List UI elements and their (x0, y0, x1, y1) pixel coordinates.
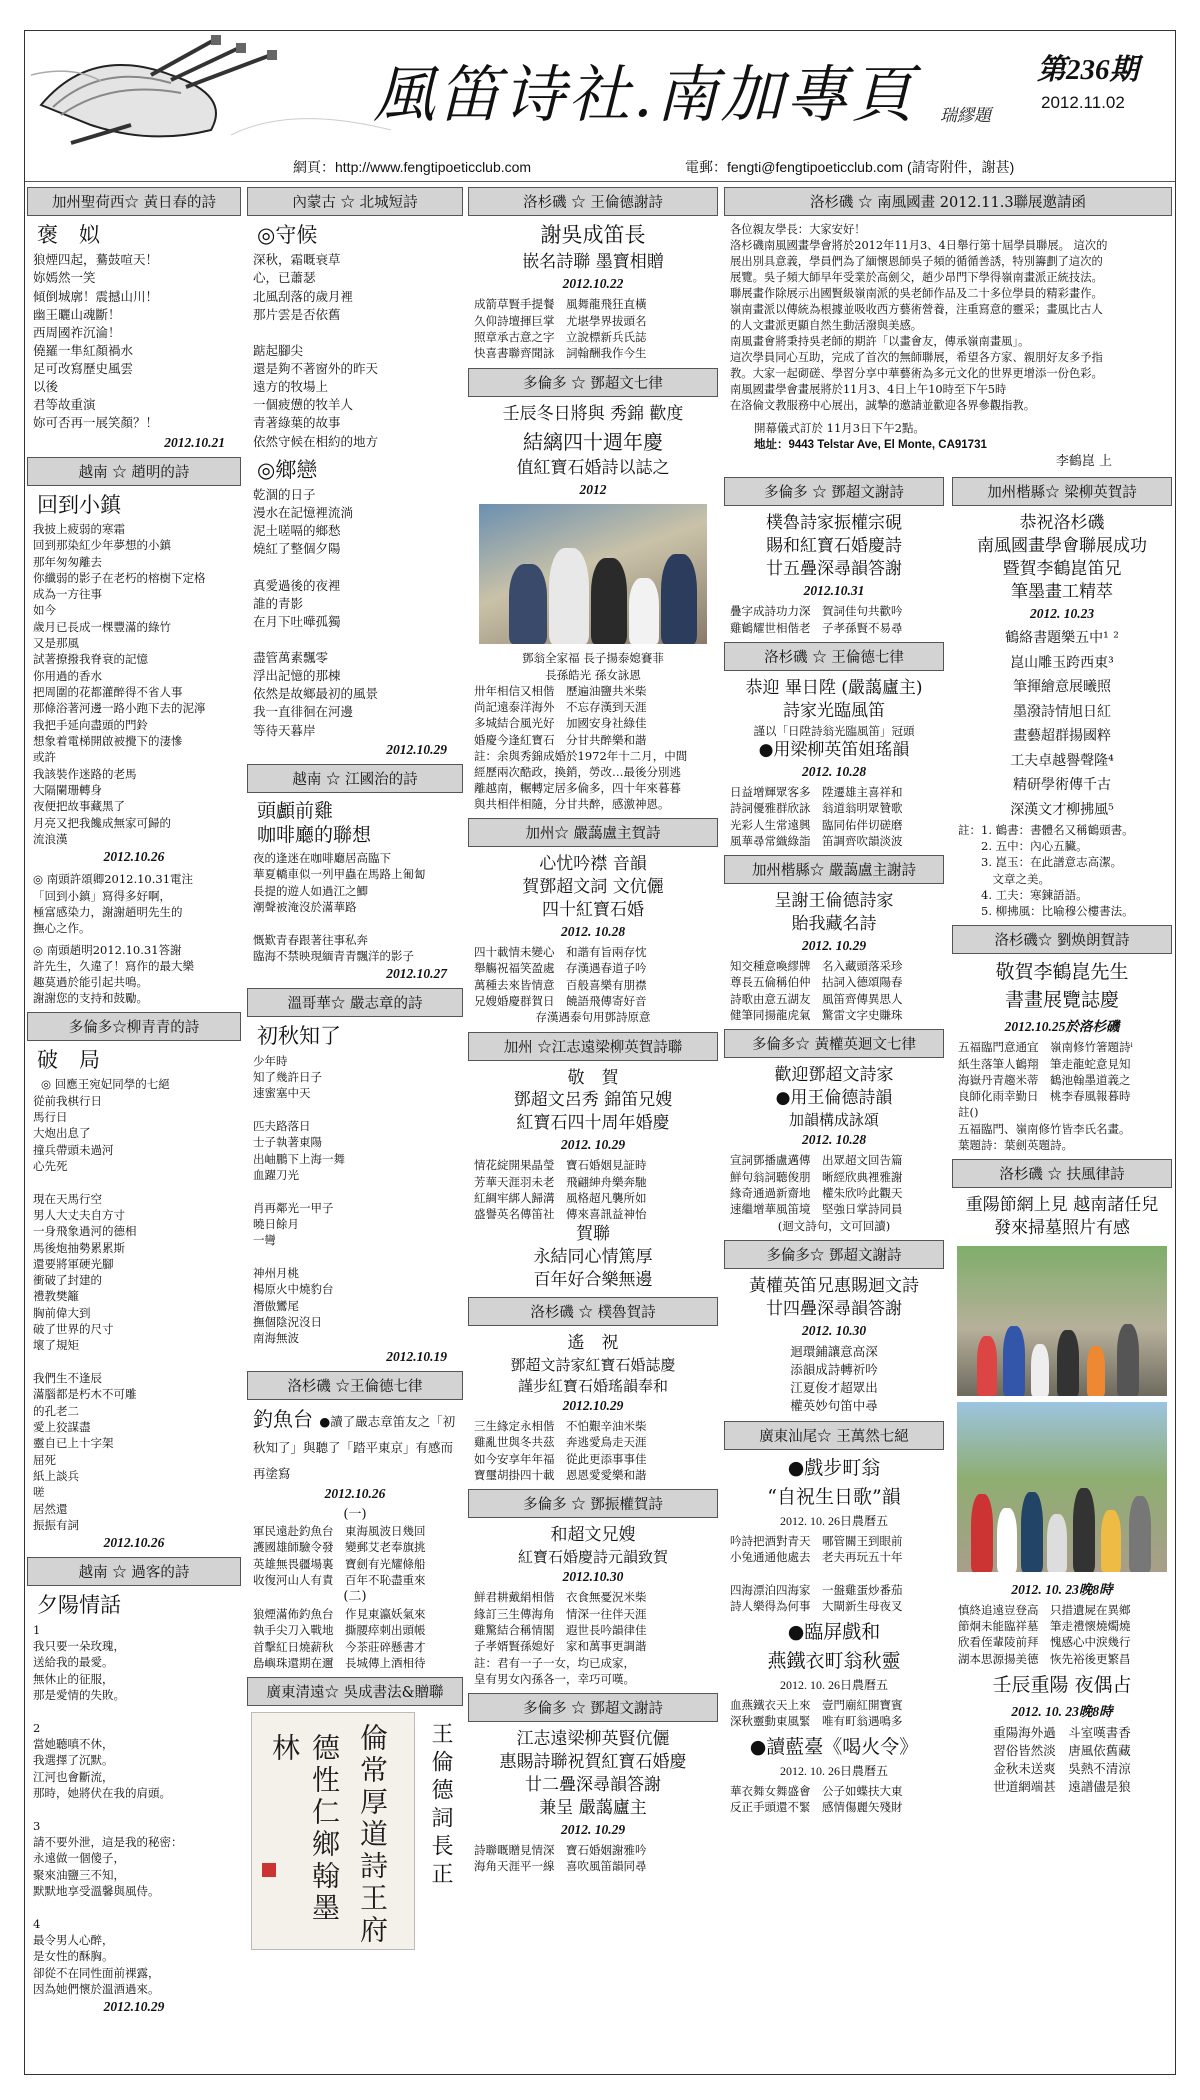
congrats-pulu (468, 1297, 718, 1483)
poem-title-2: 書畫展覽誌慶 (1004, 989, 1119, 1012)
poem-title: 敬賀李鶴崑先生 (995, 960, 1129, 983)
poem-body: 五福臨門意通宜 嶺南修竹箸題詩ⁱ 紙生落筆人鶴翔 筆走龍蛇意見知 海嶽丹青趨米蒂 鶴池翰墨道義之 良師化雨幸勤日 桃李春風報暮時 (958, 1040, 1133, 1104)
poem-title-3: 四十紅寶石婚 (542, 900, 644, 921)
poem-body: 三生緣定永相偕 不怕艱辛油米柴 雞亂世與冬共茲 奔逃愛鳥走天涯 如今安享年年福 從此更添事事佳 寶璽胡掛四十載 恩恩愛愛樂和諧 (474, 1418, 647, 1482)
poem-body: 慎終追遠豈登高 只措遺屍在異鄉 節炯未能臨祥墓 筆走禮懷燒燭燒 欣看侄輩陵前拜 愧感心中淚幾行 湖本思源揚美德 恢先裕後更繁昌 (958, 1602, 1131, 1666)
poem-title: 褒 姒 (37, 223, 100, 247)
comment-body: ◎ 南頭趙明2012.10.31答謝 許先生，久違了！寫作的最大樂 趣莫過於能引起共鳴。 謝謝您的支持和鼓勵。 (33, 942, 194, 1006)
double-ninth-night (952, 1673, 1172, 1796)
poem-date: 2012. 10.29 (560, 1137, 626, 1153)
poem-title-2: 鄧超文詩家紅寶石婚誌慶 (510, 1356, 676, 1375)
section-header: 加州☆ 嚴藹盧主賀詩 (468, 818, 718, 847)
poem-date: 2012.10.30 (562, 1569, 624, 1585)
poem-sunset-talk (27, 1557, 241, 2015)
thanks-huang-quanying (724, 1240, 944, 1415)
poem-date: 2012.10.29 (562, 1397, 624, 1413)
poem-date: 2012. 10. 26日農曆五 (779, 1764, 888, 1778)
poem-note: 註：余與秀錦成婚於1972年十二月，中間 經歷兩次酷政，換銷，勞改…最後分別逃 離越南，輾轉定居多倫多，四十年來暮暮 與共相伴相隨，分甘共醉，感激神恩。 (474, 748, 688, 812)
column-3 (468, 187, 718, 2067)
poem-body: 狼煙滿佈釣魚台 作見東瀛妖氣來 執手尖刀入戰地 撕腰瘁刺出頭帳 首擊紅日燒薪秋 今茶莊碎懸書才 島嶼珠還期在邇 長城傳上酒相待 (253, 1607, 426, 1670)
section-header: 加州楷縣☆ 梁柳英賀詩 (952, 477, 1172, 506)
poem-date: 2012. 10.28 (801, 1132, 867, 1148)
poem-title-3: 謹步紅寶石婚瑤韻奉和 (517, 1376, 668, 1395)
column-4-right (952, 477, 1172, 1802)
poem-title: 重陽節網上見 越南諸任兒 (965, 1194, 1159, 1215)
poem-body: 1 我只要一朵玫瑰， 送給我的最愛。 無休止的征服， 那是愛情的失敗。 2 當她聽嗔不休， 我選擇了沉默。 江河也會斷流， 那時，她將伏在我的肩頭。 3 請不要外泄，這是我的秘密： 永遠做一個傻子， 聚來油鹽三不知， 默默地享受溫馨與風侍。 4 最令男人心醉， 是女性的酥胸。 卻從不在同性面前裸露， 因為她們懷於溫酒過來。 (33, 1622, 183, 1996)
poem-body: 血燕鐵衣天上來 壹門廟紅開寶賓 深秋靈動東風緊 唯有町翁遇鳴多 (730, 1697, 903, 1728)
part-label: (一) (343, 1506, 367, 1522)
section-header: 加州楷縣☆ 嚴藹盧主謝詩 (724, 855, 944, 884)
poem-body: 宣詞鄧播盧邁傳 出眾超文回告篇 鮮句翁詞聽俊朋 晰經欣典裡雅謝 緣奇通過新齋地 權朱欣吟此觀天 速繼增華風笛境 堅強日掌詩同員 (730, 1153, 903, 1217)
fufeng-poem (952, 1159, 1172, 1667)
seal-stamp-icon (262, 1863, 276, 1877)
poem-title: 壬辰冬日將與 秀錦 歡度 (502, 403, 684, 424)
column-4 (724, 187, 1172, 2067)
poem-date: 2012.10.29 (386, 741, 447, 757)
invitation-signature: 李鶴崑 上 (1055, 454, 1112, 470)
poem-title-2: 燕鐵衣町翁秋靈 (767, 1649, 901, 1672)
poem-date: 2012. 10. 23晚8時 (1011, 1703, 1113, 1719)
poem-title-2: “自祝生日歌”韻 (767, 1485, 901, 1508)
poem-date: 2012.10.31 (803, 583, 865, 599)
section-header: 多倫多 ☆ 鄧超文謝詩 (468, 1693, 718, 1722)
bagpipe-illustration (31, 35, 391, 145)
website-link[interactable]: 網頁：http://www.fengtipoeticclub.com (293, 159, 532, 175)
section-header: 洛杉磯 ☆ 樸魯賀詩 (468, 1297, 718, 1326)
poem-body: 深秋，霜嘅衰草 心，已蕭瑟 北風刮落的歲月裡 那片雲是否依舊 踮起腳尖 還是夠不著窗外的昨天 遠方的牧場上 一個疲憊的牧羊人 青著綠葉的故事 依然守候在相約的地方 (253, 252, 379, 449)
poem-title: 壬辰重陽 夜偶占 (992, 1673, 1132, 1696)
poem-title: 和超文兄嫂 (550, 1525, 636, 1546)
section-header: 洛杉磯 ☆王倫德七律 (247, 1371, 463, 1400)
poem-body: 華衣舞女舞盛會 公子如蝶扶大東 反正手頭還不緊 感情傷麗矢殘財 (730, 1784, 903, 1815)
section-header: 多倫多 ☆ 鄧超文七律 (468, 368, 718, 397)
section-header: 加州 ☆江志遠梁柳英賀詩聯 (468, 1032, 718, 1061)
welcome-deng-palindrome (724, 1029, 944, 1234)
poem-body: 迴環鋪讓意高深 添韻成詩轉祈吟 江夏俊才超眾出 權英妙句笛中尋 (790, 1343, 878, 1414)
photo-caption: 鄧翁全家福 長子揚泰媳賽菲 長孫皓光 孫女詠恩 (522, 651, 664, 682)
poem-body: 卅年相信又相偕 歷遍油鹽共米柴 尚記遠泰洋海外 不忘存漢到天涯 多城結合風光好 加國安身社綠佳 婚慶今逢紅寶石 分甘共醉樂和諧 (474, 683, 647, 747)
poem-date: 2012.10.26 (103, 849, 165, 865)
poem-title: 釣魚台 (253, 1406, 313, 1431)
thanks-pulu-zhenquan (724, 477, 944, 635)
poem-homesick (247, 457, 463, 758)
poem-body: 四十載情未變心 和諧有旨兩存忱 舉觴祝福笑盈處 存漢遇春道子吟 萬種去來皆情意 百般喜樂有朋襟 兄嫂婚慶群賀日 饒語飛傳寄好音 (474, 945, 647, 1009)
poem-date: 2012.10.27 (386, 966, 447, 982)
poem-title: 江志遠梁柳英賢伉儷 (516, 1728, 670, 1749)
masthead (25, 31, 1175, 153)
poem-date: 2012. 10.29 (560, 1821, 626, 1837)
poem-footer: 存漢遇泰句用鄧詩原意 (535, 1010, 651, 1025)
poem-title-2: 南風國畫學會聯展成功 (977, 536, 1147, 557)
section-header: 越南 ☆ 江國治的詩 (247, 764, 463, 793)
invitation-opening: 開幕儀式訂於 11月3日下午2點。 (754, 421, 925, 436)
congrats-yan (468, 818, 718, 1025)
poem-body: 知交種意喚繆牌 名入藏頭落采珍 尊長五倫稱伯仲 拈詞入德頌陽春 詩歌由意五湖友 風笛齊傳異思人 健筆同揚龍虎氣 驚雷文字史賺珠 (730, 959, 903, 1023)
poem-title-3: 廿二疊深尋韻答謝 (525, 1774, 661, 1795)
poem-title-2: 紅寶石婚慶詩元韻致賀 (517, 1548, 668, 1567)
section-header: 越南 ☆ 趙明的詩 (27, 457, 241, 486)
poem-title-2: 發來掃墓照片有感 (994, 1217, 1130, 1238)
poem-body: 詩聯嘅贈見情深 寶石婚姻謝雅吟 海角天涯平一線 喜吹風笛韻同尋 (474, 1842, 647, 1873)
section-header: 洛杉磯☆ 劉焕朗賀詩 (952, 925, 1172, 954)
poem-body: 成箭草賢手提餐 風舞龍飛狂直橫 久仰詩壇揮巨掌 尤堪學界拔頭名 照章承古意之字 立說標新兵氏誌 快喜書聯齊聞詠 詞翰酬我作今生 (474, 297, 647, 361)
ruby-anniversary (468, 368, 718, 813)
poem-diaoyutai (247, 1371, 463, 1672)
calligraphy-panel (247, 1712, 463, 1952)
poem-title: 呈謝王倫德詩家 (774, 891, 894, 912)
poem-date: 2012. 10.30 (801, 1322, 867, 1338)
invitation-address: 地址：9443 Telstar Ave, El Monte, CA91731 (754, 438, 987, 451)
section-header: 多倫多☆ 鄧超文謝詩 (724, 1240, 944, 1269)
section-header: 洛杉磯 ☆ 扶風律詩 (952, 1159, 1172, 1188)
poem-title: 歡迎鄧超文詩家 (774, 1065, 894, 1086)
poem-date: 2012.10.26 (324, 1485, 386, 1501)
poem-broken-game (27, 1012, 241, 1551)
poem-date: 2012. 10. 26日農曆五 (779, 1677, 888, 1692)
email-link[interactable]: 電郵：fengti@fengtipoeticclub.com (請寄附件，謝甚) (685, 159, 1015, 175)
poem-title-2: ●用王倫德詩韻 (775, 1088, 893, 1109)
welcome-bi-rishen (724, 642, 944, 849)
thanks-deng-chaowen (468, 1693, 718, 1874)
poem-return-town (27, 457, 241, 866)
poem-title: ◎守候 (257, 223, 318, 247)
poem-body: 吟詩把酒對青天 哪管關王到眼前 小兔通通他處去 老夫再玩五十年 四海漂泊四海家 一盤雞蛋炒番茄 詩人樂得為何事 大閘新生母夜叉 (730, 1533, 903, 1613)
section-header: 多倫多 ☆ 鄧超文謝詩 (724, 477, 944, 506)
congrats-li-hekun (952, 477, 1172, 918)
poem-body: 情花綻開果晶瑩 寶石婚姻見証時 芳華天涯羽未老 飛翩紳舟樂奔馳 紅綢牢綁人歸溝 風格超凡襲所如 盛譽英名傳笛社 傳來喜訊益神怡 (474, 1158, 647, 1222)
poem-body: 我披上疲弱的寒霜 回到那染紅少年夢想的小鎮 那年匆匆離去 你纖弱的影子在老朽的榕樹下定格 成為一方往事 如今 歲月已長成一棵豐滿的綠竹 又是那風 試著撩撥我脊衰的記憶 你用過的香水 把周圍的花都灌醉得不省人事 那條浴著河邊一路小跑下去的泥濘 我把手延向盡頭的門鈴 想象着電梯開啟被攪下的淒慘 或許 我該裝作迷路的老馬 大隔闌珊轉身 夜便把故事藏黑了 月亮又把我饞成無家可歸的 流浪漢 (33, 521, 206, 847)
couplet-title: 賀聯 (576, 1223, 610, 1244)
poem-date: 2012.10.22 (562, 276, 624, 292)
poem-date: 2012.10.19 (386, 1348, 447, 1364)
wang-wanran-poems (724, 1421, 944, 1614)
section-header: 廣東汕尾☆ 王萬然七絕 (724, 1421, 944, 1450)
section-header: 洛杉磯 ☆ 王倫德七律 (724, 642, 944, 671)
poem-title: 遙 祝 (567, 1333, 619, 1354)
poem-title-3: 暨賀李鶴崑笛兄 (1002, 559, 1122, 580)
calligraphy-scroll (251, 1712, 415, 1950)
poem-body: 乾涸的日子 漫水在記憶裡流淌 泥土嗟嗝的鄉愁 燒紅了整個夕陽 真愛過後的夜裡 誰的青影 在月下吐嘩孤獨 盡管萬素飄零 浮出記憶的那棟 依然是故鄉最初的風景 我一直徘徊在河邊 等待天暮岸 (253, 486, 379, 738)
poem-title-2: 貽我藏名詩 (791, 914, 877, 935)
poem-cafe (247, 764, 463, 983)
masthead-signature: 瑞繆題 (940, 106, 991, 126)
poem-title: 心忧吟襟 音韻 (539, 854, 647, 875)
calligraphy-dedication: 王倫德詞長正 (428, 1722, 453, 1891)
calligraphy-line-1: 倫常厚道詩王府 (356, 1723, 389, 1948)
section-header: 溫哥華☆ 嚴志章的詩 (247, 988, 463, 1017)
poem-waiting (247, 187, 463, 451)
tomb-sweeping-photo-1 (957, 1246, 1167, 1396)
poem-early-autumn (247, 988, 463, 1364)
family-photo (479, 504, 707, 644)
poem-date: 2012. 10.29 (801, 938, 867, 954)
poem-note: 註：1. 鶴書：書體名又稱鶴頭書。 2. 五中：內心五臟。 3. 崑玉：在此譜意志高潔。 文章之美。 4. 工夫：寒鍊語語。 5. 柳拂風：比喻穆公樓書法。 (958, 823, 1134, 918)
section-header: 多倫多☆柳青青的詩 (27, 1012, 241, 1041)
section-header: 越南 ☆ 過客的詩 (27, 1557, 241, 1586)
poem-body: 疊字成詩功力深 賀詞佳句共歡吟 雞鶴耀世相偕老 子孝孫賢不易尋 (730, 604, 903, 635)
thanks-wang-lunde (724, 855, 944, 1023)
invitation-body: 各位親友學長：大家安好！ 洛杉磯南風國畫學會將於2012年11月3、4日舉行第十屆學員聯展。 這次的 展出別具意義，學員們為了緬懷恩師吳子頻的循循善誘，特別籌劃了這次的 展覽。吳子頻大師早年受業於高劍父，趙少昂門下學得嶺南畫派正統技法。 聯展畫作除展示出國賢級嶺南派的吳老師作品及二十多位學員的精彩畫作。 嶺南畫派以傳統為根據並吸收西方藝術營養，注重寫意的靈采；畫風比古人 的人文畫派更顯自然生動活潑與美感。 南風畫會將秉持吳老師的期許「以畫會友，傳承嶺南畫風」。 這次學員同心互助，完成了首次的無師聯展，希望各方家、親朋好友多予指 教。大家一起砌磋、學習分享中華藝術為多元文化的世界更增添一份色彩。 南風國畫學會畫展將於11月3、4日上午10時至下午5時 在洛倫文教服務中心展出，誠摯的邀請並歡迎各界參觀指教。 (730, 223, 1108, 413)
poem-body: 夜的逢迷在咖啡廳居高臨下 華夏轎車似一列甲蟲在馬路上匍匐 長提的遊人如過江之鯽 潮聲被淹沒於滿華路 慨歎青春跟著往事私奔 臨海不禁映現緬青青飄洋的影子 (253, 851, 426, 964)
section-header: 內蒙古 ☆ 北城短詩 (247, 187, 463, 216)
wang-wanran-poem-3 (724, 1735, 944, 1815)
poem-date: 2012.10.26 (103, 1535, 165, 1551)
poem-body: 日益增輝眾客多 陞遷雄主喜祥和 詩詞優雅群欣詠 翁道翁明眾贊歌 光彩人生常遠興 臨同佑伴切磋磨 風華尋常織綠詣 笛調齊吹韻淡波 (730, 784, 903, 848)
poem-body: 鮮君耕戴絹相偕 衣食無憂況米柴 緣訂三生傳海角 情深一往伴天涯 雞驚結合稱情閣 遐世長吟韻律佳 子孝婿賢孫媳好 家和萬事更調諧 (474, 1590, 647, 1654)
poem-title-2: 惠賜詩聯祝賀紅寶石婚慶 (499, 1751, 687, 1772)
column-2 (247, 187, 463, 2067)
exhibition-invitation (724, 187, 1172, 471)
poem-title: 黃權英笛兄惠賜迴文詩 (749, 1275, 919, 1296)
poem-footer: (迴文詩句，文可回讀) (777, 1218, 891, 1233)
masthead-divider (25, 181, 1175, 182)
poem-title: 敬 賀 (567, 1067, 619, 1088)
poem-title: ●臨屏戲和 (787, 1621, 881, 1644)
poem-title-3: 值紅寶石婚詩以誌之 (516, 458, 670, 479)
poem-title: 破 局 (37, 1048, 100, 1073)
poem-title: 頭顱前雞 咖啡廳的聯想 (257, 799, 372, 847)
poem-body: 少年時 知了幾許日子 速蜜塞中天 匹夫路落日 士子執著東陽 出岫鵬下上海一舞 血躍刀光 肖再鄰光一甲子 曉日餘月 一彎 神州月桃 楊原火中燒豹台 潛傲鸞尾 撫個陰況沒日 南海無波 (253, 1053, 345, 1346)
poem-title-3: 加韻構成詠頌 (788, 1111, 879, 1130)
tomb-sweeping-photo-2 (957, 1402, 1167, 1572)
poem-subtitle: 嵌名詩聯 墨寶相贈 (522, 252, 664, 273)
poem-title-3: 廿五疊深尋韻答謝 (766, 559, 902, 580)
poem-title: 恭迎 畢日陞 (嚴藹廬主) (745, 677, 923, 698)
comment-1 (27, 871, 241, 935)
congrats-liu-huanlang (952, 925, 1172, 1153)
column-4-split (724, 477, 1172, 1957)
section-header: 多倫多 ☆ 鄧振權賀詩 (468, 1489, 718, 1518)
poem-body: 從前我棋行日 馬行日 大炮出息了 撞兵帶頭未過河 心先死 現在天馬行空 男人大丈夫自方寸 一身飛象過河的德相 馬後炮抽勢累累斯 還要將軍硬光腳 衝破了封建的 禮教樊籬 胸前偉大到 破了世界的尺寸 壞了規矩 我們生不逢辰 滿腦都是朽木不可雕 的孔老二 愛上狡謀盡 靈自已上十字架 屈死 紙上談兵 嗟 居然還 振振有詞 (33, 1093, 137, 1533)
comment-body: ◎ 南頭許頌卿2012.10.31電注 「回到小鎮」寫得多好啊， 極富感染力，謝謝趙明先生的 撫心之作。 (33, 872, 194, 935)
poem-date: 2012 (579, 482, 607, 498)
poem-note: 謹以「日陞詩翁光臨風笛」冠頭 (753, 723, 915, 738)
poem-title-note: ●讀了嚴志章笛友之「初秋知了」與聽了「踏平東京」有感而再塗寫 (253, 1413, 456, 1481)
section-header: 洛杉磯 ☆ 王倫德謝詩 (468, 187, 718, 216)
poem-title-2: 賜和紅寶石婚慶詩 (766, 536, 902, 557)
poem-date: 2012. 10.28 (560, 924, 626, 940)
poem-title-2: 結縭四十週年慶 (523, 430, 663, 455)
column-4-left (724, 477, 944, 1821)
poem-title-3: ●用梁柳英笛姐瑤韻 (758, 739, 910, 760)
poem-date: 2012.10.21 (164, 434, 225, 450)
poem-title: 夕陽情話 (37, 1593, 121, 1618)
poem-date: 2012. 10.28 (801, 763, 867, 779)
poem-body: 軍民遠赴釣魚台 東海風波日幾回 護國雄師驗令發 變郵艾老奉旗挑 英雄無畏疆場裏 寶劍有光耀條船 收復河山人有責 百年不恥盡重來 (253, 1524, 426, 1588)
poem-title-2: 詩家光臨風笛 (783, 700, 885, 721)
section-header: 多倫多☆ 黃權英迴文七律 (724, 1029, 944, 1058)
thanks-wucheng (468, 187, 718, 362)
poem-body: 重陽海外過 斗室嘆書香 習俗皆然淡 唐風依舊藏 金秋未送爽 吳熱不清涼 世道網端甚 遠譜儘是狼 (993, 1724, 1131, 1795)
masthead-title: 風笛诗社.南加專頁 (373, 58, 916, 131)
poem-title-4: 兼呈 嚴藹廬主 (539, 1797, 647, 1818)
calligraphy-section (247, 1677, 463, 1952)
poem-title-2: 廿四疊深尋韻答謝 (766, 1298, 902, 1319)
poem-subtitle: ◎ 回應王宛妃同學的七絕 (41, 1077, 170, 1092)
poem-body: 鶴絡書題樂五中¹ ² 崑山雕玉跨西東³ 筆揮繪意展曦照 墨潑詩情旭日紅 畫藝超群揚國粹 工夫卓越譽聲隆⁴ 精研學術傳千古 深漢文才柳拂風⁵ (1005, 630, 1119, 818)
couplet-body: 永結同心情篤厚 百年好合樂無邊 (533, 1246, 653, 1290)
newspaper-page (24, 30, 1176, 2075)
column-1 (27, 187, 241, 2067)
congrats-jiang (468, 1032, 718, 1292)
poem-title: 恭祝洛杉磯 (1019, 513, 1105, 534)
part-label: (二) (343, 1589, 367, 1605)
section-header: 加州聖荷西☆ 黃日春的詩 (27, 187, 241, 216)
poem-date: 2012.10.29 (103, 1999, 165, 2015)
poem-title: ●讀藍臺《喝火令》 (749, 1736, 919, 1759)
issue-number: 第236期 (1037, 54, 1139, 86)
poem-date: 2012. 10. 26日農曆五 (779, 1513, 888, 1528)
issue-date: 2012.11.02 (1041, 93, 1125, 112)
poem-title-2: 賀鄧超文詞 文伉儷 (522, 877, 664, 898)
poem-title: 回到小鎮 (37, 492, 121, 517)
congrats-deng-zhenquan (468, 1489, 718, 1687)
poem-date: 2012.10.25於洛杉磯 (1004, 1019, 1120, 1035)
photo-caption: 2012. 10. 23晚8時 (1011, 1581, 1113, 1597)
poem-title: 初秋知了 (257, 1024, 341, 1049)
wang-wanran-poem-2 (724, 1620, 944, 1729)
poem-note: 註：君有一子一女，均已成家， 皇有男女內孫各一，幸巧可嘆。 (474, 1655, 635, 1686)
poem-title-4: 筆墨畫工精萃 (1011, 582, 1113, 603)
section-header: 洛杉磯 ☆ 南風國畫 2012.11.3聯展邀請函 (724, 187, 1172, 216)
poem-note: 註() 五福臨門、嶺南修竹皆李氏名畫。 葉題詩：葉劍英題詩。 (958, 1105, 1131, 1152)
section-header: 廣東清遠☆ 吳成書法&贈聯 (247, 1677, 463, 1706)
comment-2 (27, 942, 241, 1006)
poem-date: 2012. 10.23 (1029, 606, 1095, 622)
contact-bar (25, 153, 1175, 179)
poem-title: 樸魯詩家振權宗硯 (766, 513, 902, 534)
poem-title: ●戲步町翁 (787, 1457, 881, 1480)
calligraphy-line-2: 德性仁鄉翰墨林 (268, 1733, 341, 1926)
poem-body: 狼煙四起，驀鼓喧天！ 妳嫣然一笑 傾倒城廓！震撼山川！ 幽王曬山魂斷！ 西周國祚沉淪！ 僥羅一隼紅顏禍水 足可改寫歷史風雲 以後 君等故重演 妳可否再一展笑顏？！ (33, 252, 159, 431)
poem-baosi (27, 187, 241, 451)
poem-title-2: 鄧超文呂秀 錦笛兄嫂 (513, 1090, 673, 1111)
poem-title: 謝吳成笛長 (540, 223, 646, 247)
poem-title-block (247, 1406, 463, 1484)
poem-title-3: 紅寶石四十周年婚慶 (516, 1113, 670, 1134)
poem-title: ◎鄉戀 (257, 457, 318, 482)
